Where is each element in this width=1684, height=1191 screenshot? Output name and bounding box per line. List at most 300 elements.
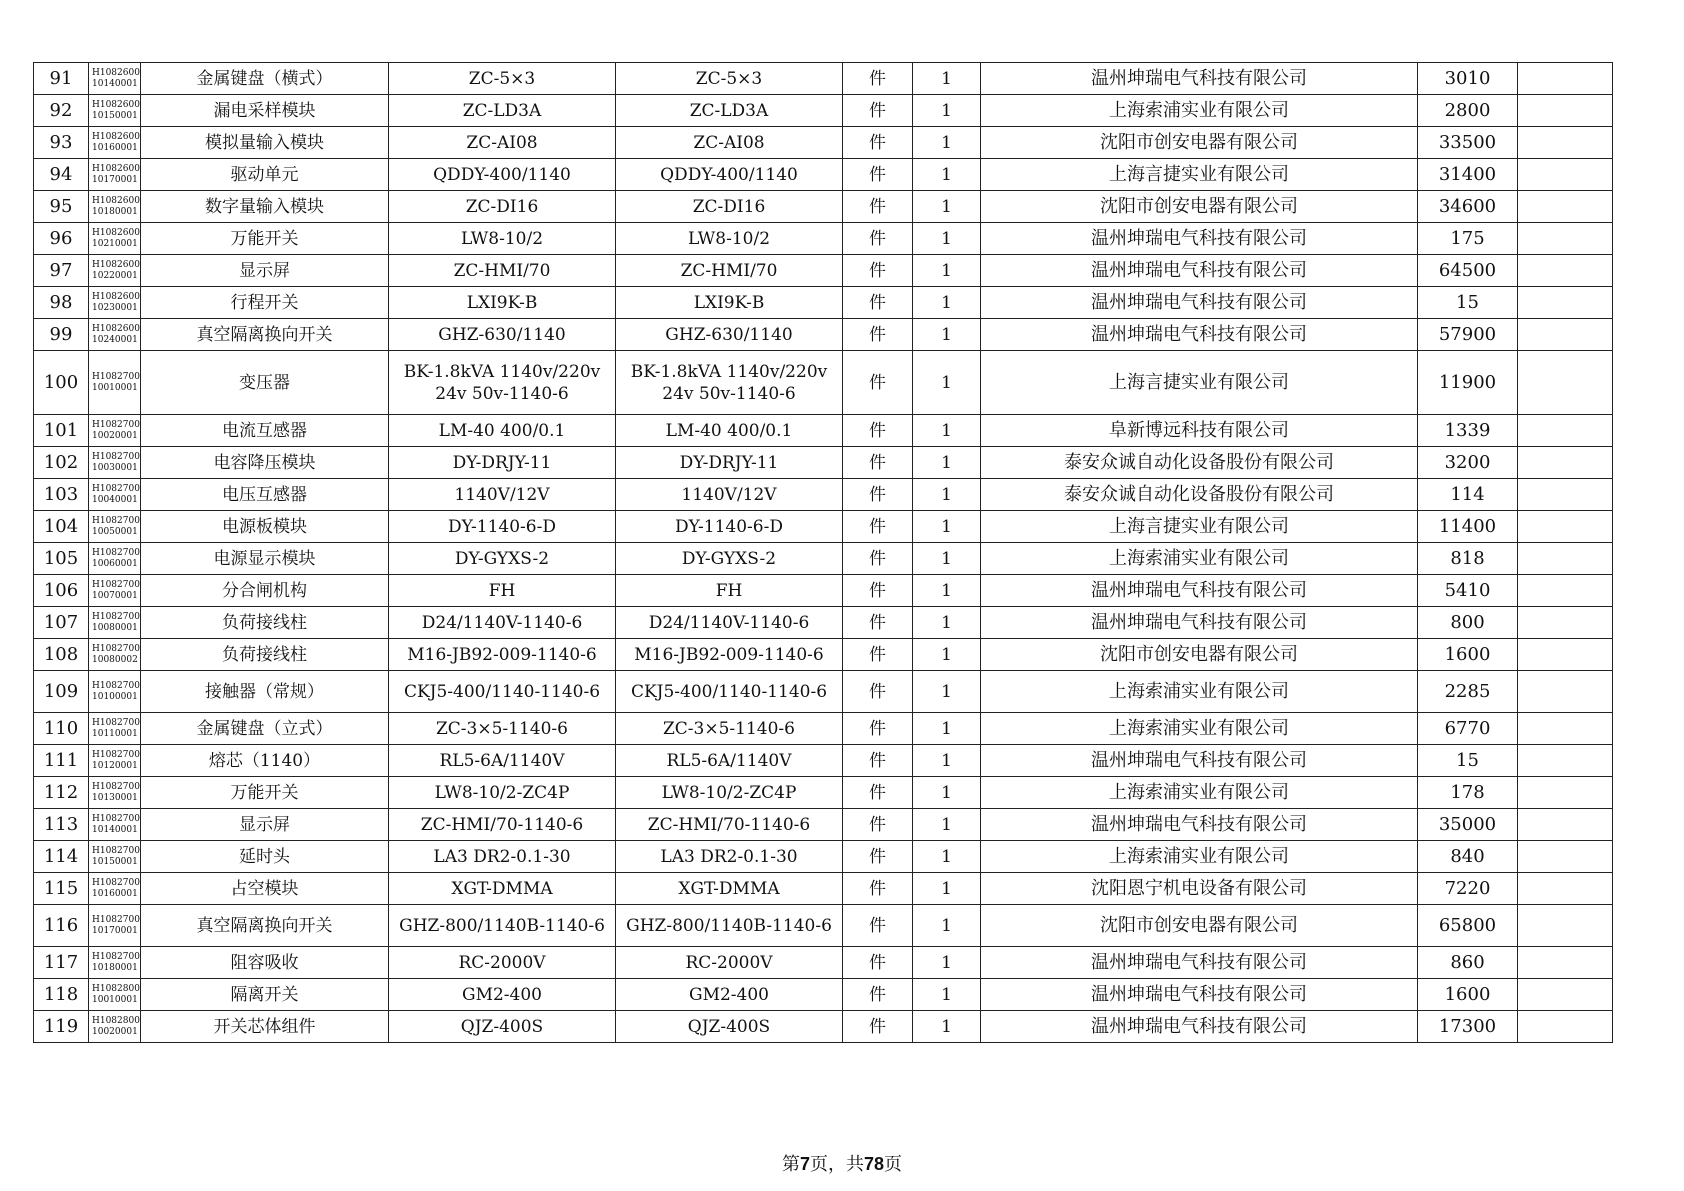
item-name-cell: 显示屏 [141,255,389,287]
item-name-cell: 电流互感器 [141,415,389,447]
price-cell: 3200 [1418,447,1518,479]
supplier-cell: 温州坤瑞电气科技有限公司 [981,979,1418,1011]
supplier-cell: 温州坤瑞电气科技有限公司 [981,319,1418,351]
price-cell: 175 [1418,223,1518,255]
table-row [34,159,1613,191]
table-row [34,543,1613,575]
price-cell: 1339 [1418,415,1518,447]
item-name-cell: 电源显示模块 [141,543,389,575]
model-cell: LW8-10/2-ZC4P [389,777,616,809]
unit-cell: 件 [843,319,913,351]
unit-cell: 件 [843,191,913,223]
model-cell: ZC-HMI/70 [389,255,616,287]
item-code-cell: H1082700 10080001 [89,607,141,639]
table-row [34,95,1613,127]
model-cell: ZC-LD3A [389,95,616,127]
item-code-cell: H1082700 10180001 [89,947,141,979]
unit-cell: 件 [843,575,913,607]
row-number-cell: 115 [34,873,89,905]
price-cell: 818 [1418,543,1518,575]
item-name-cell: 负荷接线柱 [141,607,389,639]
spec-cell: GHZ-800/1140B-1140-6 [616,905,843,947]
row-number-cell: 104 [34,511,89,543]
item-name-cell: 接触器（常规） [141,671,389,713]
supplier-cell: 沈阳市创安电器有限公司 [981,127,1418,159]
item-code-cell: H1082700 10050001 [89,511,141,543]
spec-cell: RC-2000V [616,947,843,979]
price-cell: 35000 [1418,809,1518,841]
item-name-cell: 模拟量输入模块 [141,127,389,159]
remark-cell [1518,159,1613,191]
supplier-cell: 沈阳恩宁机电设备有限公司 [981,873,1418,905]
page-footer [0,1150,1684,1176]
quantity-cell: 1 [913,95,981,127]
remark-cell [1518,319,1613,351]
quantity-cell: 1 [913,351,981,415]
quantity-cell: 1 [913,671,981,713]
supplier-cell: 温州坤瑞电气科技有限公司 [981,223,1418,255]
item-code-cell: H1082600 10240001 [89,319,141,351]
supplier-cell: 沈阳市创安电器有限公司 [981,639,1418,671]
parts-table [33,62,1613,1043]
table-row [34,809,1613,841]
model-cell: XGT-DMMA [389,873,616,905]
table-row [34,841,1613,873]
supplier-cell: 阜新博远科技有限公司 [981,415,1418,447]
model-cell: ZC-3×5-1140-6 [389,713,616,745]
quantity-cell: 1 [913,809,981,841]
remark-cell [1518,809,1613,841]
unit-cell: 件 [843,63,913,95]
model-cell: QDDY-400/1140 [389,159,616,191]
item-code-cell: H1082700 10120001 [89,745,141,777]
spec-cell: ZC-HMI/70-1140-6 [616,809,843,841]
table-row [34,191,1613,223]
item-code-cell: H1082600 10210001 [89,223,141,255]
model-cell: LM-40 400/0.1 [389,415,616,447]
row-number-cell: 101 [34,415,89,447]
item-name-cell: 真空隔离换向开关 [141,319,389,351]
row-number-cell: 118 [34,979,89,1011]
table-row [34,1011,1613,1043]
table-row [34,255,1613,287]
supplier-cell: 上海索浦实业有限公司 [981,671,1418,713]
row-number-cell: 99 [34,319,89,351]
supplier-cell: 温州坤瑞电气科技有限公司 [981,575,1418,607]
table-row [34,447,1613,479]
remark-cell [1518,905,1613,947]
table-row [34,319,1613,351]
remark-cell [1518,351,1613,415]
model-cell: ZC-HMI/70-1140-6 [389,809,616,841]
price-cell: 860 [1418,947,1518,979]
unit-cell: 件 [843,255,913,287]
row-number-cell: 108 [34,639,89,671]
table-row [34,639,1613,671]
item-name-cell: 电源板模块 [141,511,389,543]
remark-cell [1518,223,1613,255]
quantity-cell: 1 [913,223,981,255]
spec-cell: LXI9K-B [616,287,843,319]
quantity-cell: 1 [913,415,981,447]
unit-cell: 件 [843,947,913,979]
row-number-cell: 100 [34,351,89,415]
unit-cell: 件 [843,415,913,447]
item-code-cell: H1082800 10010001 [89,979,141,1011]
unit-cell: 件 [843,809,913,841]
item-name-cell: 负荷接线柱 [141,639,389,671]
item-name-cell: 真空隔离换向开关 [141,905,389,947]
supplier-cell: 温州坤瑞电气科技有限公司 [981,745,1418,777]
table-row [34,873,1613,905]
model-cell: ZC-5×3 [389,63,616,95]
row-number-cell: 106 [34,575,89,607]
quantity-cell: 1 [913,255,981,287]
model-cell: GHZ-630/1140 [389,319,616,351]
item-code-cell: H1082700 10020001 [89,415,141,447]
quantity-cell: 1 [913,639,981,671]
remark-cell [1518,543,1613,575]
item-code-cell: H1082700 10070001 [89,575,141,607]
item-code-cell: H1082600 10170001 [89,159,141,191]
item-name-cell: 金属键盘（横式） [141,63,389,95]
table-row [34,979,1613,1011]
quantity-cell: 1 [913,191,981,223]
price-cell: 57900 [1418,319,1518,351]
item-name-cell: 金属键盘（立式） [141,713,389,745]
item-code-cell: H1082700 10110001 [89,713,141,745]
spec-cell: LW8-10/2-ZC4P [616,777,843,809]
item-code-cell: H1082600 10160001 [89,127,141,159]
spec-cell: ZC-HMI/70 [616,255,843,287]
price-cell: 33500 [1418,127,1518,159]
model-cell: FH [389,575,616,607]
remark-cell [1518,841,1613,873]
item-code-cell: H1082700 10140001 [89,809,141,841]
unit-cell: 件 [843,159,913,191]
item-name-cell: 漏电采样模块 [141,95,389,127]
row-number-cell: 95 [34,191,89,223]
row-number-cell: 102 [34,447,89,479]
unit-cell: 件 [843,447,913,479]
item-name-cell: 电压互感器 [141,479,389,511]
quantity-cell: 1 [913,979,981,1011]
unit-cell: 件 [843,713,913,745]
spec-cell: DY-1140-6-D [616,511,843,543]
remark-cell [1518,415,1613,447]
model-cell: GM2-400 [389,979,616,1011]
supplier-cell: 上海索浦实业有限公司 [981,713,1418,745]
price-cell: 64500 [1418,255,1518,287]
supplier-cell: 温州坤瑞电气科技有限公司 [981,63,1418,95]
quantity-cell: 1 [913,607,981,639]
remark-cell [1518,287,1613,319]
model-cell: DY-GYXS-2 [389,543,616,575]
model-cell: LA3 DR2-0.1-30 [389,841,616,873]
item-name-cell: 显示屏 [141,809,389,841]
row-number-cell: 114 [34,841,89,873]
row-number-cell: 92 [34,95,89,127]
spec-cell: D24/1140V-1140-6 [616,607,843,639]
price-cell: 11900 [1418,351,1518,415]
remark-cell [1518,639,1613,671]
supplier-cell: 温州坤瑞电气科技有限公司 [981,287,1418,319]
remark-cell [1518,777,1613,809]
spec-cell: GHZ-630/1140 [616,319,843,351]
price-cell: 65800 [1418,905,1518,947]
supplier-cell: 上海言捷实业有限公司 [981,511,1418,543]
unit-cell: 件 [843,287,913,319]
model-cell: QJZ-400S [389,1011,616,1043]
supplier-cell: 上海索浦实业有限公司 [981,95,1418,127]
price-cell: 11400 [1418,511,1518,543]
item-code-cell: H1082700 10040001 [89,479,141,511]
spec-cell: BK-1.8kVA 1140v/220v 24v 50v-1140-6 [616,351,843,415]
footer-current-page: 7 [799,1154,810,1174]
item-code-cell: H1082700 10100001 [89,671,141,713]
table-row [34,287,1613,319]
price-cell: 1600 [1418,979,1518,1011]
model-cell: DY-DRJY-11 [389,447,616,479]
item-name-cell: 电容降压模块 [141,447,389,479]
price-cell: 2800 [1418,95,1518,127]
unit-cell: 件 [843,841,913,873]
supplier-cell: 上海言捷实业有限公司 [981,159,1418,191]
quantity-cell: 1 [913,905,981,947]
price-cell: 34600 [1418,191,1518,223]
model-cell: RL5-6A/1140V [389,745,616,777]
unit-cell: 件 [843,979,913,1011]
remark-cell [1518,947,1613,979]
remark-cell [1518,671,1613,713]
item-code-cell: H1082700 10010001 [89,351,141,415]
table-row [34,777,1613,809]
remark-cell [1518,607,1613,639]
supplier-cell: 上海言捷实业有限公司 [981,351,1418,415]
row-number-cell: 117 [34,947,89,979]
spec-cell: QDDY-400/1140 [616,159,843,191]
row-number-cell: 105 [34,543,89,575]
spec-cell: ZC-LD3A [616,95,843,127]
row-number-cell: 94 [34,159,89,191]
price-cell: 15 [1418,745,1518,777]
row-number-cell: 97 [34,255,89,287]
item-name-cell: 万能开关 [141,777,389,809]
item-name-cell: 阻容吸收 [141,947,389,979]
row-number-cell: 119 [34,1011,89,1043]
table-row [34,745,1613,777]
unit-cell: 件 [843,95,913,127]
footer-suffix: 页 [884,1154,903,1175]
quantity-cell: 1 [913,745,981,777]
model-cell: DY-1140-6-D [389,511,616,543]
price-cell: 800 [1418,607,1518,639]
unit-cell: 件 [843,873,913,905]
model-cell: CKJ5-400/1140-1140-6 [389,671,616,713]
quantity-cell: 1 [913,947,981,979]
table-row [34,905,1613,947]
item-name-cell: 数字量输入模块 [141,191,389,223]
remark-cell [1518,447,1613,479]
spec-cell: LA3 DR2-0.1-30 [616,841,843,873]
spec-cell: ZC-DI16 [616,191,843,223]
remark-cell [1518,713,1613,745]
item-name-cell: 万能开关 [141,223,389,255]
unit-cell: 件 [843,777,913,809]
unit-cell: 件 [843,905,913,947]
table-row [34,415,1613,447]
supplier-cell: 温州坤瑞电气科技有限公司 [981,809,1418,841]
spec-cell: LW8-10/2 [616,223,843,255]
item-code-cell: H1082600 10220001 [89,255,141,287]
price-cell: 1600 [1418,639,1518,671]
row-number-cell: 103 [34,479,89,511]
remark-cell [1518,873,1613,905]
unit-cell: 件 [843,479,913,511]
item-code-cell: H1082600 10150001 [89,95,141,127]
table-row [34,223,1613,255]
supplier-cell: 温州坤瑞电气科技有限公司 [981,947,1418,979]
unit-cell: 件 [843,607,913,639]
item-code-cell: H1082600 10180001 [89,191,141,223]
row-number-cell: 110 [34,713,89,745]
item-code-cell: H1082600 10230001 [89,287,141,319]
price-cell: 178 [1418,777,1518,809]
spec-cell: M16-JB92-009-1140-6 [616,639,843,671]
quantity-cell: 1 [913,159,981,191]
price-cell: 31400 [1418,159,1518,191]
spec-cell: CKJ5-400/1140-1140-6 [616,671,843,713]
row-number-cell: 93 [34,127,89,159]
supplier-cell: 温州坤瑞电气科技有限公司 [981,607,1418,639]
remark-cell [1518,1011,1613,1043]
table-row [34,671,1613,713]
remark-cell [1518,255,1613,287]
remark-cell [1518,95,1613,127]
spec-cell: 1140V/12V [616,479,843,511]
item-name-cell: 开关芯体组件 [141,1011,389,1043]
supplier-cell: 沈阳市创安电器有限公司 [981,191,1418,223]
spec-cell: XGT-DMMA [616,873,843,905]
quantity-cell: 1 [913,777,981,809]
row-number-cell: 112 [34,777,89,809]
remark-cell [1518,745,1613,777]
quantity-cell: 1 [913,63,981,95]
quantity-cell: 1 [913,873,981,905]
model-cell: M16-JB92-009-1140-6 [389,639,616,671]
price-cell: 6770 [1418,713,1518,745]
item-name-cell: 占空模块 [141,873,389,905]
quantity-cell: 1 [913,511,981,543]
item-code-cell: H1082700 10170001 [89,905,141,947]
row-number-cell: 107 [34,607,89,639]
row-number-cell: 96 [34,223,89,255]
row-number-cell: 91 [34,63,89,95]
spec-cell: DY-GYXS-2 [616,543,843,575]
spec-cell: GM2-400 [616,979,843,1011]
spec-cell: LM-40 400/0.1 [616,415,843,447]
supplier-cell: 泰安众诚自动化设备股份有限公司 [981,479,1418,511]
supplier-cell: 温州坤瑞电气科技有限公司 [981,1011,1418,1043]
table-row [34,607,1613,639]
model-cell: ZC-DI16 [389,191,616,223]
model-cell: BK-1.8kVA 1140v/220v 24v 50v-1140-6 [389,351,616,415]
price-cell: 3010 [1418,63,1518,95]
unit-cell: 件 [843,511,913,543]
quantity-cell: 1 [913,575,981,607]
item-code-cell: H1082700 10160001 [89,873,141,905]
spec-cell: ZC-5×3 [616,63,843,95]
table-row [34,63,1613,95]
remark-cell [1518,479,1613,511]
model-cell: D24/1140V-1140-6 [389,607,616,639]
quantity-cell: 1 [913,319,981,351]
table-row [34,713,1613,745]
unit-cell: 件 [843,543,913,575]
remark-cell [1518,63,1613,95]
price-cell: 5410 [1418,575,1518,607]
remark-cell [1518,979,1613,1011]
supplier-cell: 上海索浦实业有限公司 [981,543,1418,575]
item-code-cell: H1082600 10140001 [89,63,141,95]
item-name-cell: 驱动单元 [141,159,389,191]
item-code-cell: H1082700 10030001 [89,447,141,479]
unit-cell: 件 [843,1011,913,1043]
price-cell: 114 [1418,479,1518,511]
item-code-cell: H1082700 10080002 [89,639,141,671]
table-row [34,479,1613,511]
quantity-cell: 1 [913,479,981,511]
price-cell: 2285 [1418,671,1518,713]
item-code-cell: H1082800 10020001 [89,1011,141,1043]
quantity-cell: 1 [913,447,981,479]
remark-cell [1518,575,1613,607]
row-number-cell: 116 [34,905,89,947]
footer-prefix: 第 [781,1154,800,1175]
table-row [34,351,1613,415]
row-number-cell: 113 [34,809,89,841]
remark-cell [1518,511,1613,543]
price-cell: 7220 [1418,873,1518,905]
row-number-cell: 109 [34,671,89,713]
price-cell: 840 [1418,841,1518,873]
price-cell: 17300 [1418,1011,1518,1043]
unit-cell: 件 [843,745,913,777]
item-name-cell: 熔芯（1140） [141,745,389,777]
model-cell: RC-2000V [389,947,616,979]
item-name-cell: 分合闸机构 [141,575,389,607]
spec-cell: ZC-3×5-1140-6 [616,713,843,745]
supplier-cell: 上海索浦实业有限公司 [981,841,1418,873]
item-code-cell: H1082700 10130001 [89,777,141,809]
item-code-cell: H1082700 10060001 [89,543,141,575]
model-cell: LW8-10/2 [389,223,616,255]
unit-cell: 件 [843,223,913,255]
supplier-cell: 泰安众诚自动化设备股份有限公司 [981,447,1418,479]
quantity-cell: 1 [913,1011,981,1043]
spec-cell: FH [616,575,843,607]
quantity-cell: 1 [913,841,981,873]
spec-cell: ZC-AI08 [616,127,843,159]
supplier-cell: 上海索浦实业有限公司 [981,777,1418,809]
quantity-cell: 1 [913,543,981,575]
unit-cell: 件 [843,671,913,713]
row-number-cell: 111 [34,745,89,777]
quantity-cell: 1 [913,127,981,159]
quantity-cell: 1 [913,713,981,745]
model-cell: ZC-AI08 [389,127,616,159]
item-name-cell: 隔离开关 [141,979,389,1011]
